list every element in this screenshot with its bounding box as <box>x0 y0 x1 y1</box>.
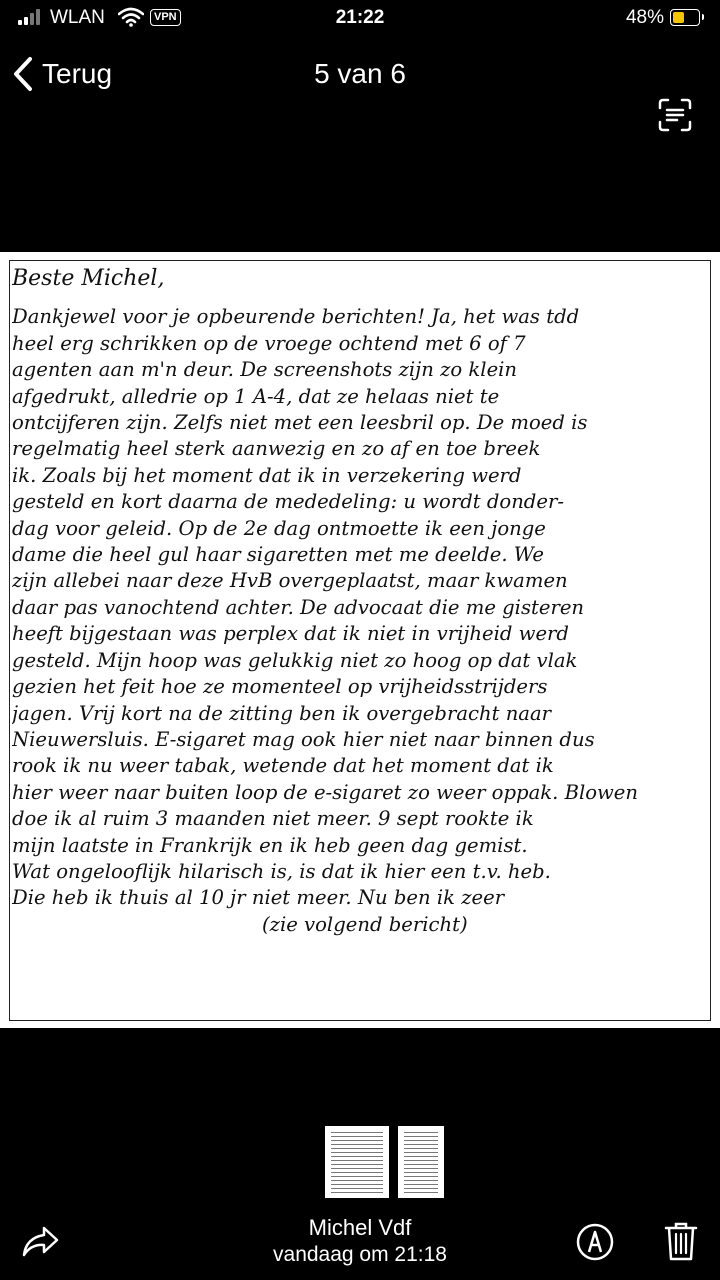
nav-bar <box>0 40 720 110</box>
vpn-badge: VPN <box>150 9 181 26</box>
letter-line: gezien het feit hoe ze momenteel op vrijheidsstrijders <box>12 675 548 699</box>
letter-line: ontcijferen zijn. Zelfs niet met een leesbril op. De moed is <box>12 411 588 435</box>
battery-icon <box>670 9 700 26</box>
letter-line: Dankjewel voor je opbeurende berichten! Ja, het was tdd <box>12 305 580 329</box>
message-time: vandaag om 21:18 <box>273 1243 447 1266</box>
letter-line: agenten aan m'n deur. De screenshots zijn zo klein <box>12 358 518 382</box>
live-text-icon[interactable] <box>658 98 692 132</box>
letter-line: afgedrukt, alledrie op 1 A-4, dat ze helaas niet te <box>12 384 500 408</box>
letter-line: gesteld en kort daarna de mededeling: u wordt donder- <box>12 490 564 514</box>
battery-percent: 48% <box>625 7 664 28</box>
thumbnail-next[interactable] <box>398 1126 444 1198</box>
letter-line: dag voor geleid. Op de 2e dag ontmoette ik een jonge <box>12 516 546 540</box>
sender-name: Michel Vdf <box>308 1215 412 1240</box>
letter-line: zijn allebei naar deze HvB overgeplaatst, maar kwamen <box>12 569 568 593</box>
letter-line: Wat ongelooflijk hilarisch is, is dat ik hier een t.v. heb. <box>12 859 551 883</box>
letter-line: gesteld. Mijn hoop was gelukkig niet zo hoog op dat vlak <box>12 648 578 672</box>
letter-line: daar pas vanochtend achter. De advocaat die me gisteren <box>12 595 585 619</box>
letter-line: jagen. Vrij kort na de zitting ben ik overgebracht naar <box>12 701 552 725</box>
letter-line: Beste Michel, <box>12 266 165 291</box>
letter-line: (zie volgend bericht) <box>262 912 468 936</box>
thumbnail-current[interactable] <box>325 1126 389 1198</box>
thumbnail-strip <box>0 1126 720 1198</box>
letter-line: regelmatig heel sterk aanwezig en zo af en toe breek <box>12 437 541 461</box>
letter-text <box>12 266 710 938</box>
status-time: 21:22 <box>335 7 385 28</box>
page-title: 5 van 6 <box>314 58 406 89</box>
letter-line: ik. Zoals bij het moment dat ik in verzekering werd <box>12 463 522 487</box>
letter-line: doe ik al ruim 3 maanden niet meer. 9 sept rookte ik <box>12 807 534 831</box>
back-label: Terug <box>42 58 113 89</box>
letter-line: Nieuwersluis. E-sigaret mag ook hier niet naar binnen dus <box>12 727 595 751</box>
letter-line: rook ik nu weer tabak, wetende dat het moment dat ik <box>12 754 554 778</box>
markup-pen-icon[interactable] <box>575 1222 615 1262</box>
letter-line: heeft bijgestaan was perplex dat ik niet in vrijheid werd <box>12 622 569 646</box>
carrier-label: WLAN <box>50 7 105 28</box>
letter-line: dame die heel gul haar sigaretten met me deelde. We <box>12 543 544 567</box>
letter-line: Die heb ik thuis al 10 jr niet meer. Nu ben ik zeer <box>12 886 505 910</box>
letter-line: mijn laatste in Frankrijk en ik heb geen dag gemist. <box>12 833 528 857</box>
status-bar <box>0 0 720 36</box>
trash-icon[interactable] <box>663 1220 699 1262</box>
letter-line: hier weer naar buiten loop de e-sigaret zo weer oppak. Blowen <box>12 780 639 804</box>
letter-line: heel erg schrikken op de vroege ochtend met 6 of 7 <box>12 331 526 355</box>
letter-image[interactable] <box>0 252 720 1028</box>
